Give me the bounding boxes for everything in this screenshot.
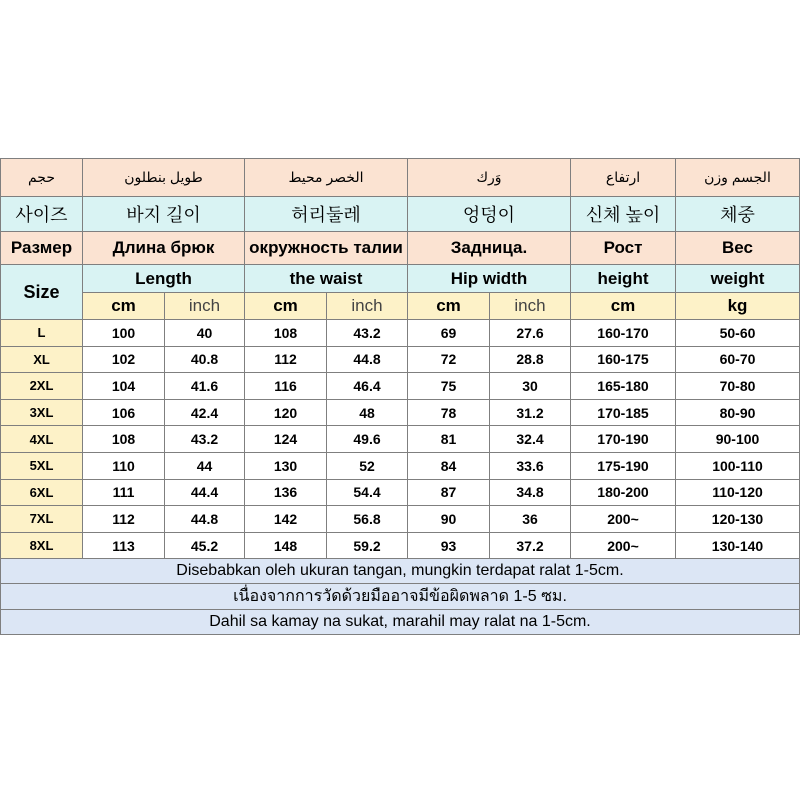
header-waist-russian: окружность талии [245, 232, 408, 265]
header-weight-korean: 체중 [676, 197, 800, 232]
length-cm-cell: 113 [83, 532, 165, 559]
header-row-korean [1, 197, 800, 232]
waist-cm-cell: 108 [245, 320, 327, 347]
header-size-arabic: حجم [1, 159, 83, 197]
header-height-korean: 신체 높이 [571, 197, 676, 232]
header-length-english: Length [83, 265, 245, 293]
height-cm-cell: 180-200 [571, 479, 676, 506]
hip-inch-cell: 34.8 [490, 479, 571, 506]
hip-inch-cell: 27.6 [490, 320, 571, 347]
length-cm-cell: 108 [83, 426, 165, 453]
waist-cm-cell: 136 [245, 479, 327, 506]
header-weight-russian: Вес [676, 232, 800, 265]
size-cell: 7XL [1, 506, 83, 533]
waist-inch-cell: 46.4 [327, 373, 408, 400]
header-row-russian [1, 232, 800, 265]
hip-cm-cell: 90 [408, 506, 490, 533]
waist-inch-cell: 59.2 [327, 532, 408, 559]
size-cell: L [1, 320, 83, 347]
length-inch-cell: 44.8 [165, 506, 245, 533]
header-length-korean: 바지 길이 [83, 197, 245, 232]
length-inch-cell: 43.2 [165, 426, 245, 453]
height-cm-cell: 170-190 [571, 426, 676, 453]
header-length-russian: Длина брюк [83, 232, 245, 265]
table-row [1, 399, 800, 426]
weight-kg-cell: 70-80 [676, 373, 800, 400]
weight-kg-cell: 80-90 [676, 399, 800, 426]
header-weight-english: weight [676, 265, 800, 293]
waist-cm-cell: 124 [245, 426, 327, 453]
waist-inch-cell: 44.8 [327, 346, 408, 373]
table-row [1, 452, 800, 479]
hip-inch-cell: 36 [490, 506, 571, 533]
length-cm-cell: 110 [83, 452, 165, 479]
height-cm-cell: 165-180 [571, 373, 676, 400]
waist-inch-cell: 52 [327, 452, 408, 479]
height-cm-cell: 160-175 [571, 346, 676, 373]
size-cell: 3XL [1, 399, 83, 426]
hip-inch-cell: 30 [490, 373, 571, 400]
size-cell: 5XL [1, 452, 83, 479]
height-cm-cell: 170-185 [571, 399, 676, 426]
note-filipino: Dahil sa kamay na sukat, marahil may ralat na 1-5cm. [1, 610, 800, 635]
header-row-english [1, 265, 800, 293]
table-row [1, 426, 800, 453]
length-cm-cell: 100 [83, 320, 165, 347]
size-cell: 8XL [1, 532, 83, 559]
waist-cm-cell: 130 [245, 452, 327, 479]
unit-waist-inch: inch [327, 293, 408, 320]
unit-hip-inch: inch [490, 293, 571, 320]
hip-cm-cell: 84 [408, 452, 490, 479]
length-inch-cell: 44 [165, 452, 245, 479]
waist-inch-cell: 43.2 [327, 320, 408, 347]
table-row [1, 373, 800, 400]
header-hip-korean: 엉덩이 [408, 197, 571, 232]
length-inch-cell: 45.2 [165, 532, 245, 559]
hip-cm-cell: 69 [408, 320, 490, 347]
header-weight-arabic: الجسم وزن [676, 159, 800, 197]
weight-kg-cell: 50-60 [676, 320, 800, 347]
waist-cm-cell: 148 [245, 532, 327, 559]
unit-weight-kg: kg [676, 293, 800, 320]
length-cm-cell: 111 [83, 479, 165, 506]
table-row [1, 479, 800, 506]
waist-inch-cell: 48 [327, 399, 408, 426]
weight-kg-cell: 60-70 [676, 346, 800, 373]
hip-inch-cell: 31.2 [490, 399, 571, 426]
header-size-russian: Размер [1, 232, 83, 265]
weight-kg-cell: 110-120 [676, 479, 800, 506]
hip-cm-cell: 93 [408, 532, 490, 559]
size-cell: 6XL [1, 479, 83, 506]
table-row [1, 320, 800, 347]
header-row-arabic [1, 159, 800, 197]
size-chart-table [0, 158, 800, 635]
note-row [1, 559, 800, 584]
length-cm-cell: 106 [83, 399, 165, 426]
height-cm-cell: 200~ [571, 506, 676, 533]
hip-cm-cell: 78 [408, 399, 490, 426]
waist-cm-cell: 120 [245, 399, 327, 426]
length-inch-cell: 42.4 [165, 399, 245, 426]
header-waist-arabic: الخصر محيط [245, 159, 408, 197]
length-cm-cell: 104 [83, 373, 165, 400]
note-malay: Disebabkan oleh ukuran tangan, mungkin terdapat ralat 1-5cm. [1, 559, 800, 584]
weight-kg-cell: 120-130 [676, 506, 800, 533]
note-row [1, 610, 800, 635]
header-waist-english: the waist [245, 265, 408, 293]
hip-cm-cell: 72 [408, 346, 490, 373]
length-inch-cell: 40 [165, 320, 245, 347]
height-cm-cell: 175-190 [571, 452, 676, 479]
waist-inch-cell: 54.4 [327, 479, 408, 506]
unit-hip-cm: cm [408, 293, 490, 320]
header-size-english: Size [1, 265, 83, 320]
unit-height-cm: cm [571, 293, 676, 320]
unit-length-inch: inch [165, 293, 245, 320]
height-cm-cell: 160-170 [571, 320, 676, 347]
hip-inch-cell: 32.4 [490, 426, 571, 453]
hip-inch-cell: 37.2 [490, 532, 571, 559]
note-thai: เนื่องจากการวัดด้วยมืออาจมีข้อผิดพลาด 1-5 ซม. [1, 584, 800, 610]
waist-cm-cell: 112 [245, 346, 327, 373]
hip-cm-cell: 81 [408, 426, 490, 453]
header-hip-russian: Задница. [408, 232, 571, 265]
table-row [1, 506, 800, 533]
size-cell: 2XL [1, 373, 83, 400]
hip-cm-cell: 75 [408, 373, 490, 400]
size-cell: XL [1, 346, 83, 373]
header-length-arabic: طويل بنطلون [83, 159, 245, 197]
table-row [1, 532, 800, 559]
table-row [1, 346, 800, 373]
header-row-units [1, 293, 800, 320]
waist-cm-cell: 142 [245, 506, 327, 533]
length-inch-cell: 41.6 [165, 373, 245, 400]
header-height-arabic: ارتفاع [571, 159, 676, 197]
note-row [1, 584, 800, 610]
header-waist-korean: 허리둘레 [245, 197, 408, 232]
header-height-english: height [571, 265, 676, 293]
weight-kg-cell: 90-100 [676, 426, 800, 453]
length-cm-cell: 112 [83, 506, 165, 533]
header-height-russian: Рост [571, 232, 676, 265]
header-size-korean: 사이즈 [1, 197, 83, 232]
height-cm-cell: 200~ [571, 532, 676, 559]
hip-inch-cell: 28.8 [490, 346, 571, 373]
length-cm-cell: 102 [83, 346, 165, 373]
header-hip-arabic: وَرك [408, 159, 571, 197]
weight-kg-cell: 100-110 [676, 452, 800, 479]
length-inch-cell: 40.8 [165, 346, 245, 373]
waist-inch-cell: 49.6 [327, 426, 408, 453]
size-cell: 4XL [1, 426, 83, 453]
unit-waist-cm: cm [245, 293, 327, 320]
hip-inch-cell: 33.6 [490, 452, 571, 479]
waist-cm-cell: 116 [245, 373, 327, 400]
unit-length-cm: cm [83, 293, 165, 320]
waist-inch-cell: 56.8 [327, 506, 408, 533]
hip-cm-cell: 87 [408, 479, 490, 506]
header-hip-english: Hip width [408, 265, 571, 293]
length-inch-cell: 44.4 [165, 479, 245, 506]
weight-kg-cell: 130-140 [676, 532, 800, 559]
